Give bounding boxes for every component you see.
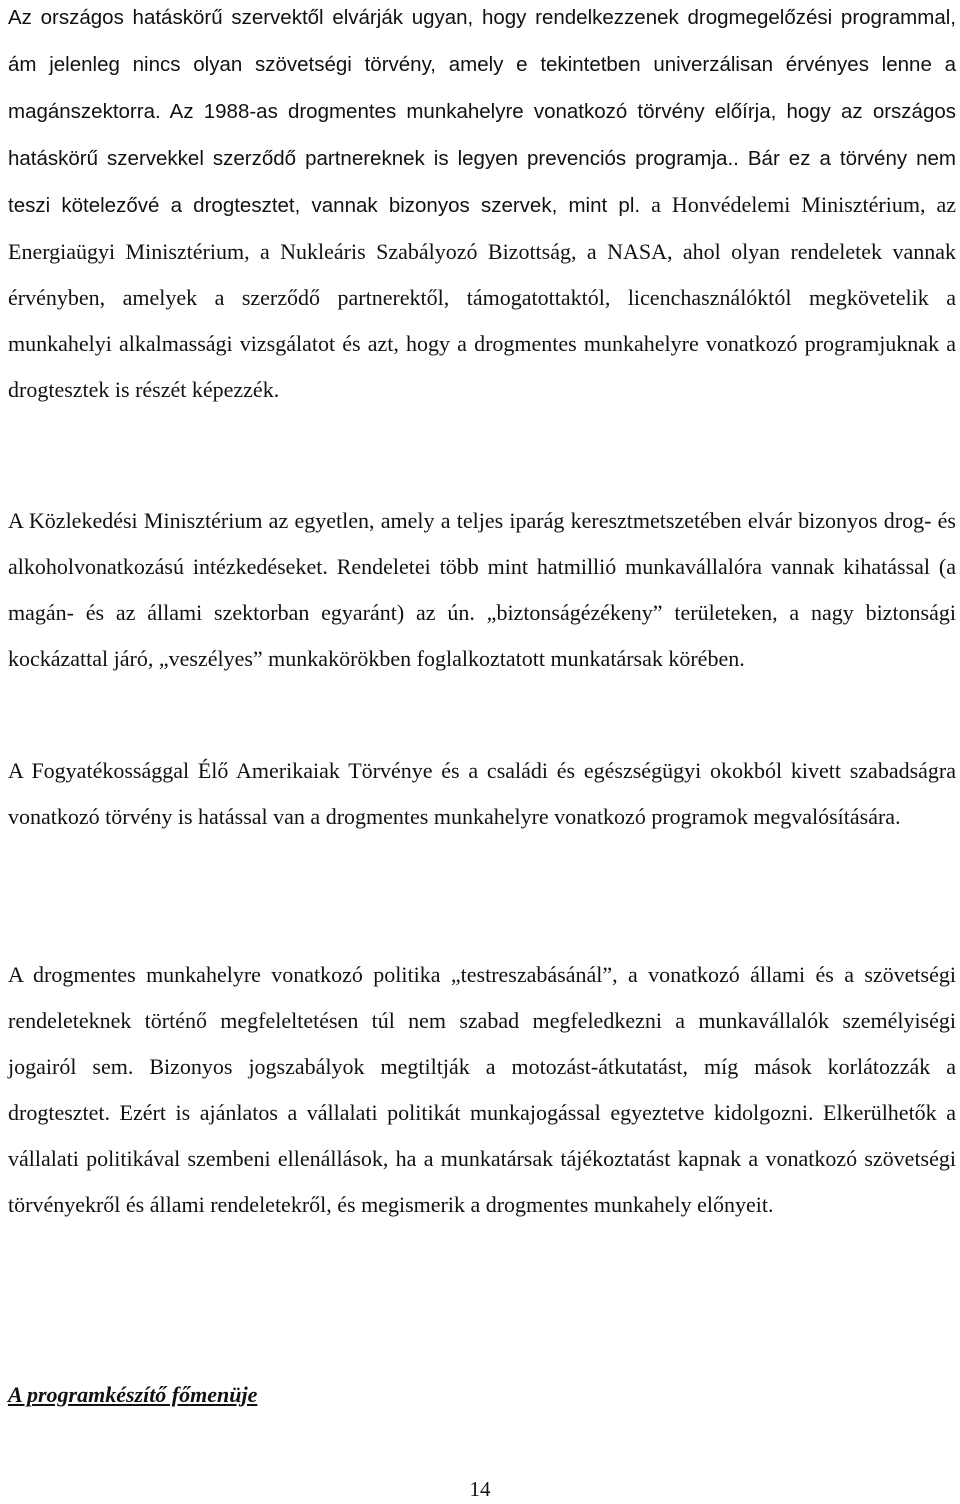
section-heading: A programkészítő főmenüje [8, 1382, 258, 1407]
paragraph-1-sans-text: Az országos hatáskörű szervektől elvárják ugyan, hogy rendelkezzenek drogmegelőzési programmal, ám jelenleg nincs olyan szövetségi törvény, amely e tekintetben univerzálisan érvényes lenne a magánszektorra. Az 1988-as drogmentes munkahelyre vonatkozó törvény előírja, hogy az országos hatáskörű szervekkel szerződő partnereknek is legyen prevenciós programja.. Bár ez a törvény nem teszi kötelezővé a drogtesztet, vannak bizonyos szervek, mint pl. [8, 6, 956, 217]
paragraph-4: A drogmentes munkahelyre vonatkozó politika „testreszabásánál”, a vonatkozó állami és a szövetségi rendeleteknek történő megfeleltetésen túl nem szabad megfeledkezni a munkavállalók személyiségi jogairól sem. Bizonyos jogszabályok megtiltják a motozást-átkutatást, míg mások korlátozzák a drogtesztet. Ezért is ajánlatos a vállalati politikát munkajogással egyeztetve kidolgozni. Elkerülhetők a vállalati politikával szembeni ellenállások, ha a munkatársak tájékoztatást kapnak a vonatkozó szövetségi törvényekről és állami rendeletekről, és megismerik a drogmentes munkahely előnyeit. [8, 962, 956, 1217]
paragraph-1 [8, 0, 956, 413]
paragraph-3: A Fogyatékossággal Élő Amerikaiak Törvénye és a családi és egészségügyi okokból kivett szabadságra vonatkozó törvény is hatással van a drogmentes munkahelyre vonatkozó programok megvalósítására. [8, 758, 956, 829]
paragraph-1-serif-text: a Honvédelemi Minisztérium, az Energiaügyi Minisztérium, a Nukleáris Szabályozó Bizottság, a NASA, ahol olyan rendeletek vannak érvényben, amelyek a szerződő partnerektől, támogatottaktól, licenchasználóktól megkövetelik a munkahelyi alkalmassági vizsgálatot és azt, hogy a drogmentes munkahelyre vonatkozó programjuknak a drogtesztek is részét képezzék. [8, 192, 956, 402]
page-number: 14 [469, 1477, 491, 1501]
paragraph-2: A Közlekedési Minisztérium az egyetlen, amely a teljes iparág keresztmetszetében elvár bizonyos drog- és alkoholvonatkozású intézkedéseket. Rendeletei több mint hatmillió munkavállalóra vannak kihatással (a magán- és az állami szektorban egyaránt) az ún. „biztonságézékeny” területeken, a nagy biztonsági kockázattal járó, „veszélyes” munkakörökben foglalkoztatott munkatársak körében. [8, 508, 956, 671]
